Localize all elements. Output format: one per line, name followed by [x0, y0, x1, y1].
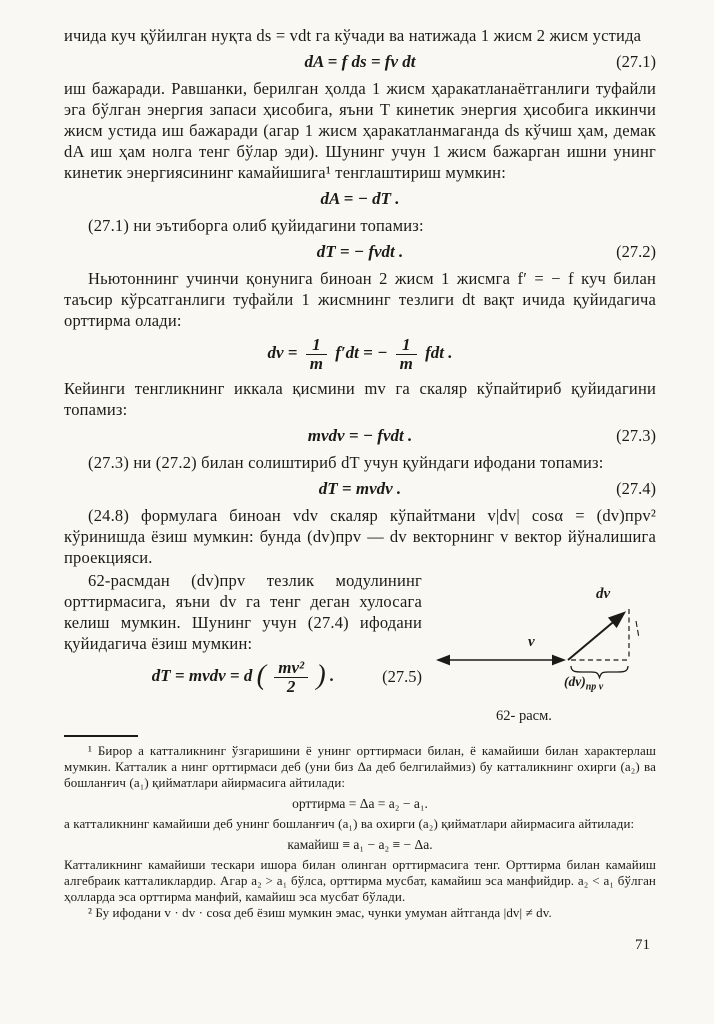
footnote-equation-increment: орттирма = Δa = a₂ − a₁. — [292, 795, 428, 811]
paragraph-scalar: Кейинги тенгликнинг иккала қисмини mv га скаляр кўпайтириб қуйидагини топамиз: — [64, 378, 656, 419]
equation-number: (27.1) — [616, 52, 656, 71]
equation-27-1 — [64, 51, 656, 73]
footnote-1-conclusion: Катталикнинг камайиши тескари ишора билан олинган орттирмасига тенг. Орттирма билан камайиш алгебраик катталиклардир. Агар a₂ > a₁ бўлса, орттирма мусбат, камайиш эса манфийдир. a₂ < a₁ бўлган ҳолларда эса орттирма манфий, камайиш эса мусбат бўлади. — [64, 856, 656, 904]
footnote-2: ² Бу ифодани v · dv · cosα деб ёзиш мумкин эмас, чунки умуман айтганда |dv| ≠ dv. — [88, 904, 552, 920]
equation-27-5 — [64, 659, 422, 696]
footnote-1-continued: a катталикнинг камайиши деб унинг бошланғич (a₁) ва охирги (a₂) қийматлари айирмасига айтилади: — [64, 815, 635, 831]
equation-number: (27.4) — [616, 478, 656, 498]
eq-pre: dv = — [267, 343, 298, 363]
projection-label: $(dv)_{пр v}$ — [564, 673, 604, 693]
figure-62 — [422, 570, 656, 725]
eq-post: . — [329, 665, 335, 685]
fraction-1-over-m: $\frac{1}{m}$ — [396, 336, 417, 373]
equation-27-3 — [64, 425, 656, 447]
equation-body — [267, 335, 453, 373]
equation-body: dA = f ds = fv dt — [304, 52, 416, 71]
equation-27-4 — [64, 478, 656, 500]
equation-body: mvdv = − fvdt . — [307, 425, 413, 445]
footnote-equation-decrease: камайиш ≡ a₁ − a₂ ≡ − Δa. — [287, 836, 433, 852]
paragraph-figure-ref: 62-расмдан (dv)прv тезлик модулининг орттирмасига, яъни dv га тенг деган хулосага келиш мумкин. Шунинг учун (27.4) ифодани қуйидагича ёзиш мумкин: — [64, 570, 422, 653]
equation-body: dT = mvdv . — [318, 478, 402, 498]
equation-number: (27.3) — [616, 425, 656, 445]
equation-da-dt — [64, 188, 656, 210]
two-column-section — [64, 570, 656, 725]
dashed-tick — [636, 621, 639, 638]
vector-diagram — [430, 576, 655, 698]
equation-27-2 — [64, 241, 656, 263]
footnote-1: ¹ Бирор a катталикнинг ўзгаришини ё унинг орттирмаси билан, ё камайиши билан характерлаш мумкин. Катталик a нинг орттирмаси деб (уни биз Δa деб белгилаймиз) бу катталикнинг охирги (a₂) ва бошланғич (a₁) қийматлари айирмасига айтилади: — [64, 742, 656, 790]
eq-post: fdt . — [425, 343, 453, 363]
vector-dv-label: dv — [596, 585, 611, 602]
paragraph-intro: ичида куч қўйилган нуқта ds = vdt га кўчади ва натижада 1 жисм 2 жисм устида — [64, 26, 642, 45]
equation-number: (27.2) — [616, 242, 656, 261]
paragraph-newton: Ньютоннинг учинчи қонунига биноан 2 жисм 1 жисмга f′ = − f куч билан таъсир кўрсатганлиги туфайли 1 жисмнинг тезлиги dt вақт ичида қуйидагича орттирма олади: — [64, 269, 656, 330]
fraction-mv2-over-2: $\frac{\text{mv²}}{2}$ — [274, 659, 308, 696]
equation-body — [151, 657, 335, 696]
equation-body: dT = − fvdt . — [316, 242, 404, 261]
paragraph-271-note: (27.1) ни эътиборга олиб қуйидагини топамиз: — [88, 216, 424, 235]
dv-vector — [568, 613, 624, 660]
fraction-1-over-m: $\frac{1}{m}$ — [306, 336, 327, 373]
footnote-divider — [64, 735, 138, 737]
vector-diagram-svg — [430, 576, 655, 698]
paragraph-compare: (27.3) ни (27.2) билан солиштириб dT учун қуйндаги ифодани топамиз: — [88, 452, 604, 472]
paragraph-work: иш бажаради. Равшанки, берилган ҳолда 1 жисм ҳаракатланаётганлиги туфайли эга бўлган энергия запаси ҳисобига, яъни T кинетик энергия ҳисобига иккинчи жисм устида иш бажаради (агар 1 жисм ҳаракатланмаганда ds кўчиш ҳам, демак dA иш ҳам нолга тенг бўлар эди). Шунинг учун 1 жисм бажарган ишни унинг кинетик энергиясининг камайишига¹ тенглаштириш мумкин: — [64, 79, 656, 182]
page-number: 71 — [635, 936, 650, 953]
left-column — [64, 570, 422, 725]
eq-pre: dT = mvdv = d — [151, 665, 253, 685]
close-paren: ) — [316, 659, 326, 691]
figure-caption: 62- расм. — [496, 707, 552, 724]
equation-number: (27.5) — [382, 667, 422, 687]
open-paren: ( — [256, 659, 266, 691]
vector-v-label: v — [528, 633, 535, 650]
equation-body: dA = − dT . — [320, 189, 400, 208]
equation-dv — [64, 336, 656, 373]
paragraph-projection: (24.8) формулага биноан vdv скаляр кўпайтмани v|dv| cosα = (dv)прv² кўринишда ёзиш мумкин: бунда (dv)прv — dv векторнинг v вектор йўналишига проекцияси. — [64, 505, 656, 567]
eq-mid: f′dt = − — [335, 343, 388, 363]
